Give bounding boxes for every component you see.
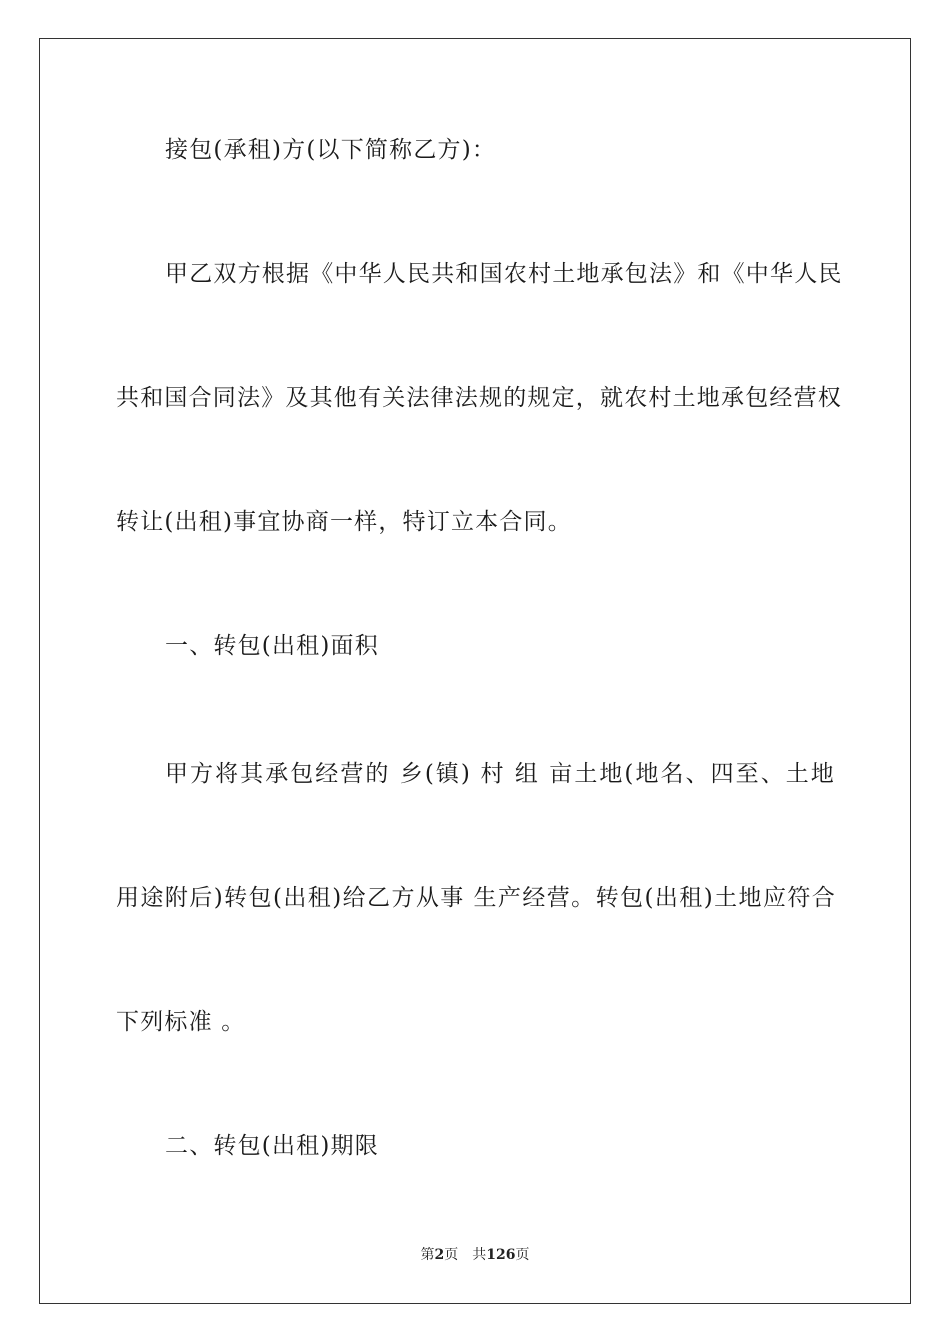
section-1-heading: 一、转包(出租)面积	[165, 633, 379, 659]
footer-mid: 页 共	[444, 1247, 487, 1263]
footer-prefix: 第	[420, 1247, 435, 1263]
section-1-line-3: 下列标准 。	[116, 1009, 246, 1035]
preamble-line-1: 甲乙双方根据《中华人民共和国农村土地承包法》和《中华人民	[165, 261, 843, 287]
page-frame	[39, 38, 911, 1304]
page-footer	[0, 1246, 950, 1264]
section-1-line-1: 甲方将其承包经营的 乡(镇) 村 组 亩土地(地名、四至、土地	[165, 761, 835, 787]
section-2-heading: 二、转包(出租)期限	[165, 1133, 379, 1159]
preamble-line-2: 共和国合同法》及其他有关法律法规的规定，就农村土地承包经营权	[116, 385, 842, 411]
footer-suffix: 页	[515, 1247, 530, 1263]
footer-total-pages: 126	[486, 1247, 516, 1263]
footer-page-number: 2	[434, 1247, 445, 1263]
preamble-line-3: 转让(出租)事宜协商一样，特订立本合同。	[116, 509, 572, 535]
party-b-line: 接包(承租)方(以下简称乙方)：	[165, 137, 497, 163]
section-1-line-2: 用途附后)转包(出租)给乙方从事 生产经营。转包(出租)土地应符合	[116, 885, 836, 911]
